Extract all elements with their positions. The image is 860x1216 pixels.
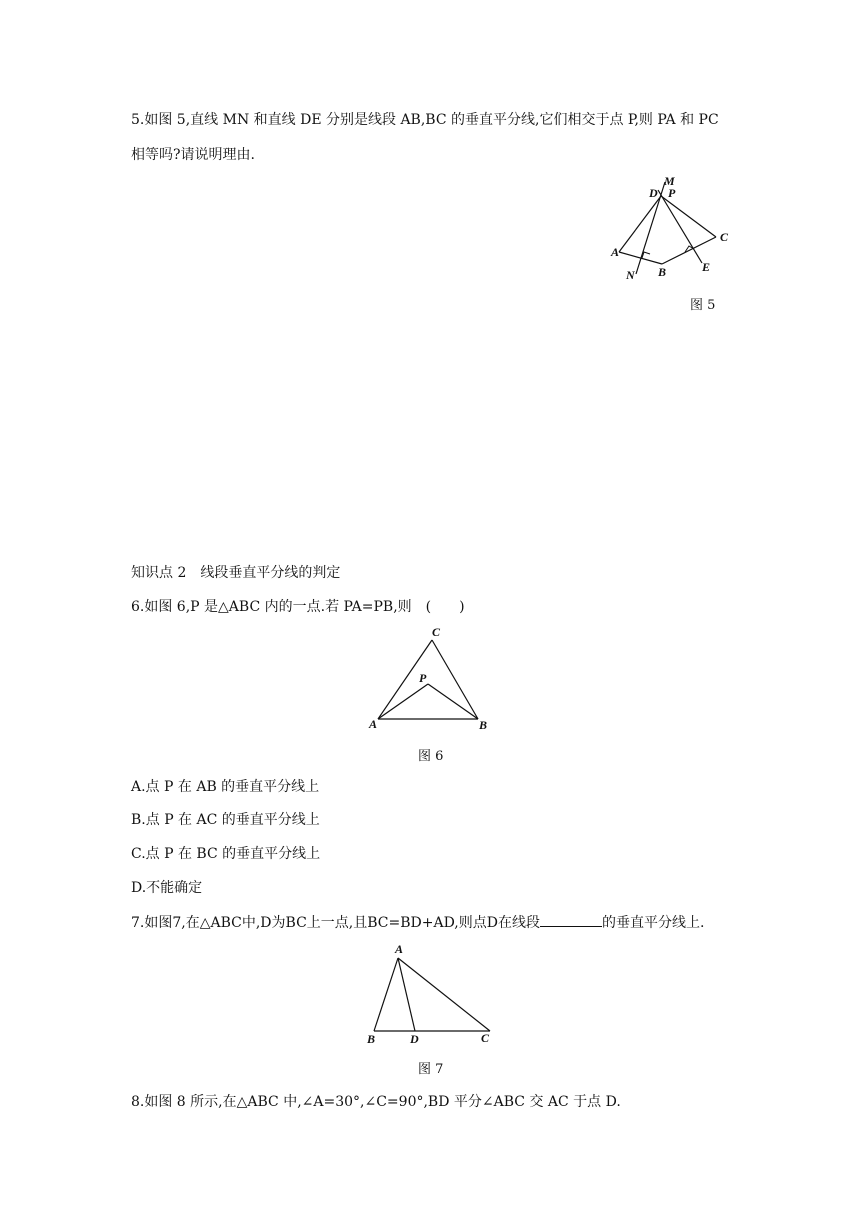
q6-option-d: D.不能确定: [131, 880, 203, 896]
q7-answer-blank: [540, 912, 602, 927]
q7-stem-before: 7.如图7,在△ABC中,D为BC上一点,且BC=BD+AD,则点D在线段: [131, 915, 540, 931]
segment-PA: [378, 684, 428, 719]
right-angle-mark-AB: [642, 252, 650, 258]
label-A: A: [395, 942, 404, 956]
label-B: B: [658, 265, 667, 279]
label-A: A: [369, 717, 378, 731]
q8-stem: 8.如图 8 所示,在△ABC 中,∠A=30°,∠C=90°,BD 平分∠ABC 交 AC 于点 D.: [131, 1094, 621, 1110]
segment-AB: [374, 958, 398, 1031]
figure-7: [362, 940, 502, 1048]
segment-PA: [619, 196, 661, 252]
q7-stem: [131, 912, 704, 933]
figure-5: [606, 170, 736, 285]
q7-stem-after: 的垂直平分线上.: [601, 915, 705, 931]
label-N: N: [626, 268, 635, 282]
segment-PC: [661, 196, 716, 237]
segment-AC: [398, 958, 490, 1031]
q5-stem-line2: 相等吗?请说明理由.: [131, 147, 255, 163]
segment-CB: [432, 640, 478, 719]
label-P: P: [668, 186, 676, 200]
q5-stem-line1: 5.如图 5,直线 MN 和直线 DE 分别是线段 AB,BC 的垂直平分线,它们相交于点 P,则 PA 和 PC: [131, 112, 719, 128]
figure-7-caption: 图 7: [418, 1062, 444, 1077]
q6-stem: 6.如图 6,P 是△ABC 内的一点.若 PA=PB,则 ( ): [131, 599, 465, 615]
figure-6: [366, 624, 496, 734]
label-P: P: [419, 671, 427, 685]
label-C: C: [720, 230, 729, 244]
label-D: D: [410, 1032, 419, 1046]
figure-5-caption: 图 5: [690, 298, 716, 313]
q6-option-a: A.点 P 在 AB 的垂直平分线上: [131, 779, 320, 795]
label-E: E: [702, 260, 711, 274]
label-B: B: [367, 1032, 376, 1046]
label-C: C: [481, 1031, 490, 1045]
label-A: A: [611, 245, 620, 259]
label-B: B: [479, 718, 488, 732]
label-D: D: [649, 186, 658, 200]
label-M: M: [664, 174, 675, 188]
line-DE: [658, 190, 702, 263]
segment-PB: [428, 684, 478, 719]
section-title: 知识点 2 线段垂直平分线的判定: [131, 565, 341, 581]
q6-option-c: C.点 P 在 BC 的垂直平分线上: [131, 846, 321, 862]
label-C: C: [432, 625, 441, 639]
q6-option-b: B.点 P 在 AC 的垂直平分线上: [131, 812, 320, 828]
figure-6-caption: 图 6: [418, 749, 444, 764]
